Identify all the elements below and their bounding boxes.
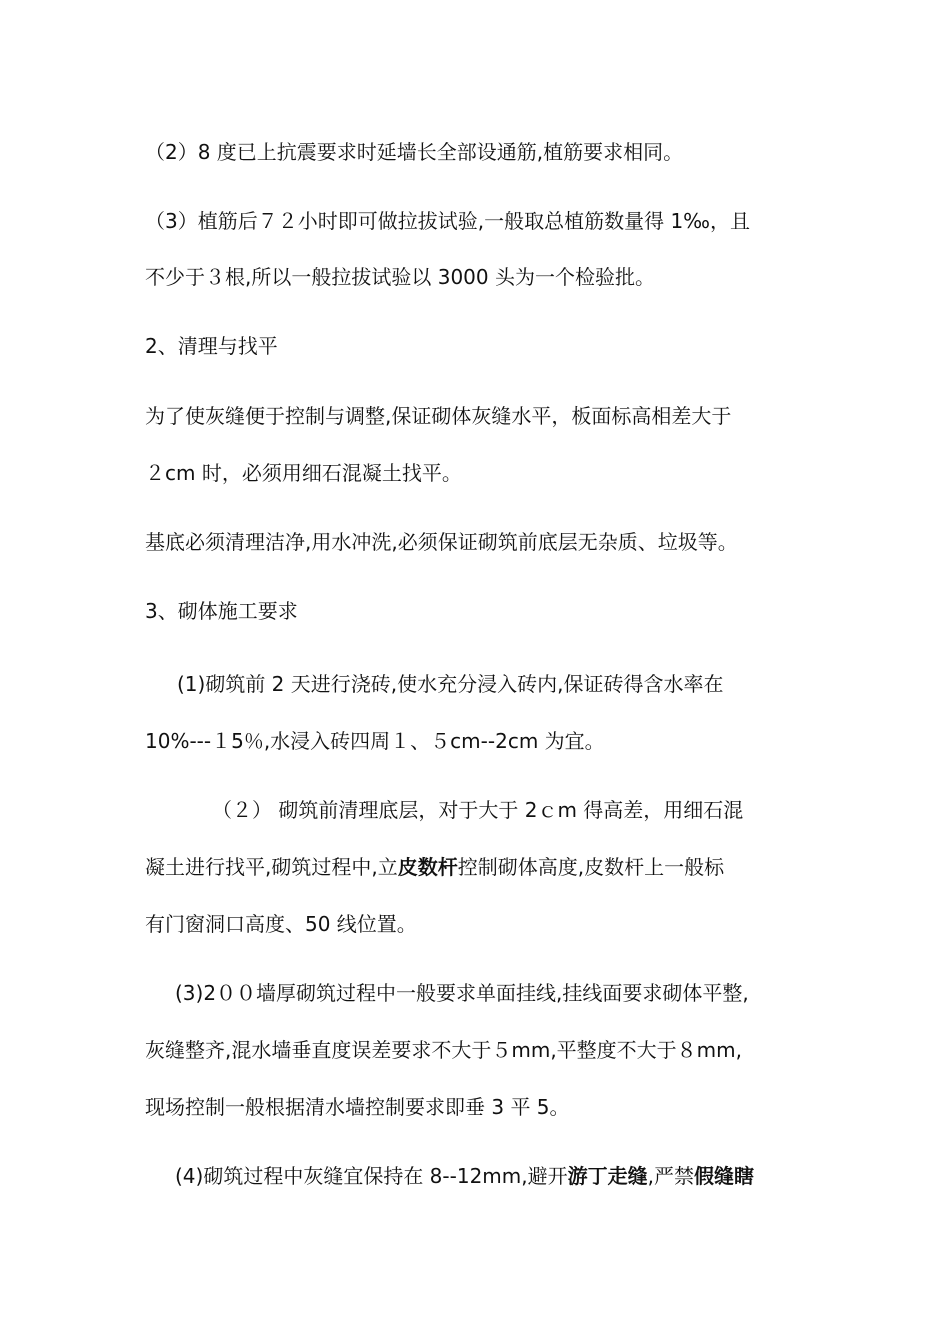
paragraph-watering-line2: 10%---１5％,水浸入砖四周１、５cm--2cm 为宜。 (145, 729, 605, 753)
paragraph-leveling-line2: ２cm 时，必须用细石混凝土找平。 (145, 461, 462, 485)
paragraph-base-layer-line2 (145, 853, 724, 881)
paragraph-pullout-test-line1: （3）植筋后７２小时即可做拉拔试验,一般取总植筋数量得 1‰，且 (145, 209, 750, 233)
paragraph-base-layer-line1: （２） 砌筑前清理底层，对于大于 2ｃm 得高差，用细石混 (212, 798, 744, 822)
paragraph-base-cleaning: 基底必须清理洁净,用水冲洗,必须保证砌筑前底层无杂质、垃圾等。 (145, 530, 738, 554)
bold-term-vertical-joint-misalignment: 游丁走缝 (567, 1164, 648, 1188)
bold-term-false-blind-joint: 假缝瞎 (693, 1164, 754, 1188)
text-run: 控制砌体高度,皮数杆上一般标 (457, 855, 725, 879)
paragraph-string-line-line2: 灰缝整齐,混水墙垂直度误差要求不大于５mm,平整度不大于８mm, (145, 1038, 743, 1062)
text-run: ,严禁 (647, 1164, 694, 1188)
paragraph-leveling-line1: 为了使灰缝便于控制与调整,保证砌体灰缝水平，板面标高相差大于 (145, 404, 732, 428)
text-run: (4)砌筑过程中灰缝宜保持在 8--12mm,避开 (175, 1164, 568, 1188)
paragraph-base-layer-line3: 有门窗洞口高度、50 线位置。 (145, 912, 417, 936)
paragraph-watering-line1: (1)砌筑前 2 天进行浇砖,使水充分浸入砖内,保证砖得含水率在 (177, 672, 724, 696)
section-heading-cleaning-leveling: 2、清理与找平 (145, 334, 278, 358)
paragraph-mortar-joint (175, 1162, 754, 1190)
paragraph-string-line-line3: 现场控制一般根据清水墙控制要求即垂 3 平 5。 (145, 1095, 570, 1119)
paragraph-string-line-line1: (3)2００墙厚砌筑过程中一般要求单面挂线,挂线面要求砌体平整, (175, 981, 749, 1005)
paragraph-pullout-test-line2: 不少于３根,所以一般拉拔试验以 3000 头为一个检验批。 (145, 265, 655, 289)
text-run: 凝土进行找平,砌筑过程中,立 (145, 855, 398, 879)
bold-term-story-rod: 皮数杆 (397, 855, 458, 879)
section-heading-masonry-requirements: 3、砌体施工要求 (145, 599, 298, 623)
paragraph-seismic-rebar: （2）8 度已上抗震要求时延墙长全部设通筋,植筋要求相同。 (145, 140, 684, 164)
